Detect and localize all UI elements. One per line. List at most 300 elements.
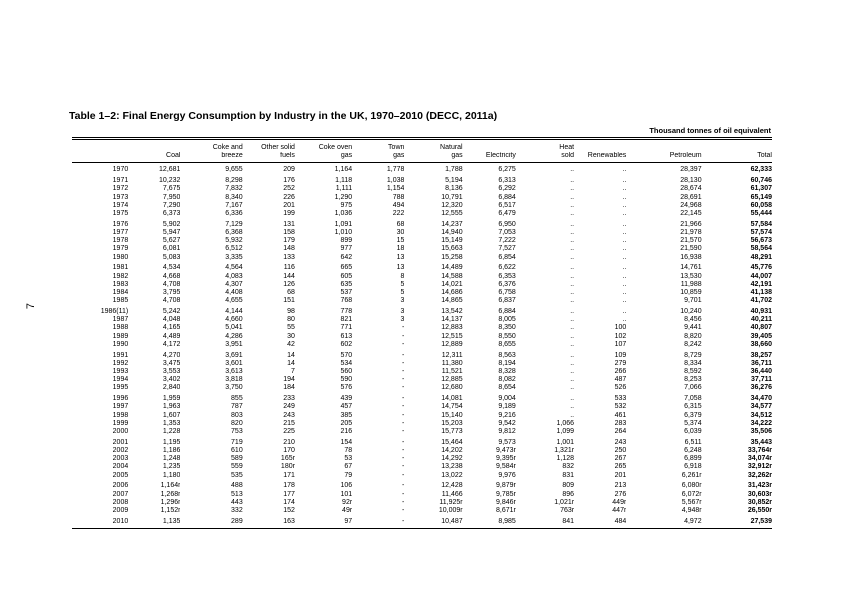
value-cell: 6,479 [498, 210, 516, 218]
value-cell: 6,918 [684, 463, 702, 471]
value-cell: 1,111 [335, 185, 353, 193]
value-cell: 177 [283, 490, 295, 498]
value-cell: 6,622 [498, 264, 516, 272]
value-cell: 8,729 [684, 351, 702, 359]
value-cell: 461 [614, 411, 627, 419]
value-cell: 1,963 [162, 403, 181, 411]
year-cell: 1979 [112, 245, 129, 253]
value-cell: 487 [614, 376, 627, 384]
year-cell: 1983 [112, 280, 129, 288]
value-cell: .. [622, 297, 627, 305]
year-cell: 1993 [112, 368, 129, 376]
year-cell: 1981 [112, 264, 129, 272]
value-cell: 176 [283, 177, 295, 185]
value-cell: 8,194 [498, 359, 516, 367]
value-cell: .. [570, 308, 575, 316]
header-cell: gas [295, 152, 352, 163]
year-cell: 1977 [112, 229, 129, 237]
value-cell: 267 [614, 455, 627, 463]
value-cell: 11,466 [441, 490, 463, 498]
year-cell: 1980 [112, 253, 129, 261]
table-row [72, 210, 772, 218]
value-cell: 488 [231, 482, 243, 490]
value-cell: 9,441 [684, 324, 702, 332]
value-cell: 1,778 [386, 166, 405, 174]
value-cell: 787 [231, 403, 243, 411]
value-cell: 9,573 [498, 438, 516, 446]
value-cell: 233 [283, 395, 295, 403]
value-cell: 6,854 [498, 253, 516, 261]
year-cell: 1971 [112, 177, 129, 185]
year-cell: 2009 [112, 507, 129, 515]
table-row [72, 507, 772, 515]
value-cell: 534 [340, 359, 353, 367]
value-cell: 8 [400, 272, 405, 280]
unit-note: Thousand tonnes of oil equivalent [649, 126, 771, 135]
value-cell: 8,253 [684, 376, 702, 384]
value-cell: 279 [614, 359, 627, 367]
value-cell: 763r [560, 507, 575, 515]
value-cell: 5,902 [162, 220, 181, 228]
header-cell [702, 139, 772, 153]
value-cell: 12,883 [441, 324, 463, 332]
value-cell: 8,340 [225, 193, 243, 201]
value-cell: 14,686 [441, 289, 463, 297]
table-row [72, 412, 772, 420]
value-cell: .. [570, 166, 575, 174]
value-cell: 27,539 [750, 517, 772, 525]
value-cell: 1,186 [162, 447, 181, 455]
value-cell: 34,222 [750, 419, 772, 427]
value-cell: .. [622, 185, 627, 193]
value-cell: 170 [283, 447, 295, 455]
value-cell: 13,542 [441, 308, 463, 316]
value-cell: 264 [614, 428, 627, 436]
value-cell: 457 [340, 403, 353, 411]
value-cell: .. [570, 280, 575, 288]
value-cell: .. [622, 264, 627, 272]
value-cell: .. [622, 193, 627, 201]
value-cell: 265 [614, 463, 627, 471]
value-cell: 44,007 [750, 272, 772, 280]
value-cell: 4,948r [681, 507, 702, 515]
value-cell: 194 [283, 376, 295, 384]
value-cell: 35,506 [750, 428, 772, 436]
value-cell: 30,603r [747, 490, 772, 498]
value-cell: 6,376 [498, 280, 516, 288]
year-cell: 1987 [112, 316, 129, 324]
value-cell: 12,885 [441, 376, 463, 384]
value-cell: 16,938 [680, 253, 702, 261]
year-cell: 2001 [112, 438, 129, 446]
value-cell: .. [570, 229, 575, 237]
value-cell: 9,542 [498, 419, 516, 427]
value-cell: 36,440 [750, 368, 772, 376]
table-row [72, 420, 772, 428]
table-row [72, 368, 772, 376]
value-cell: 6,379 [684, 411, 702, 419]
value-cell: 5 [400, 289, 405, 297]
value-cell: 6,368 [225, 229, 243, 237]
value-cell: 3,601 [225, 359, 243, 367]
value-cell: 4,708 [162, 280, 181, 288]
value-cell: 7,053 [498, 229, 516, 237]
value-cell: 201 [283, 201, 295, 209]
table-row [72, 455, 772, 463]
value-cell: 49r [342, 507, 353, 515]
value-cell: 5,242 [162, 308, 181, 316]
value-cell: 1,118 [335, 177, 353, 185]
value-cell: 109 [614, 351, 627, 359]
value-cell: 778 [340, 308, 353, 316]
value-cell: 14,202 [441, 447, 463, 455]
value-cell: .. [622, 237, 627, 245]
value-cell: 78 [344, 447, 353, 455]
value-cell: .. [622, 272, 627, 280]
value-cell: 1,959 [162, 395, 181, 403]
value-cell: 753 [231, 428, 243, 436]
value-cell: - [402, 517, 405, 525]
value-cell: 14,081 [441, 395, 463, 403]
value-cell: 133 [283, 253, 295, 261]
value-cell: - [402, 455, 405, 463]
year-cell: 1984 [112, 289, 129, 297]
value-cell: 1,128 [556, 455, 575, 463]
value-cell: .. [570, 403, 575, 411]
value-cell: 45,776 [750, 264, 772, 272]
value-cell: 34,074r [747, 455, 772, 463]
year-cell: 2007 [112, 490, 129, 498]
value-cell: 5,083 [162, 253, 181, 261]
value-cell: 39,405 [750, 332, 772, 340]
value-cell: 8,456 [684, 316, 702, 324]
value-cell: 1,036 [334, 210, 353, 218]
value-cell: 26,550r [747, 507, 772, 515]
value-cell: 28,130 [680, 177, 702, 185]
header-cell: fuels [243, 152, 295, 163]
value-cell: 8,655 [498, 340, 516, 348]
value-cell: 832 [562, 463, 575, 471]
value-cell: 2,840 [162, 384, 181, 392]
value-cell: 975 [340, 201, 353, 209]
value-cell: 97 [344, 517, 353, 525]
value-cell: 719 [231, 438, 243, 446]
header-cell: Other solid [261, 144, 295, 151]
value-cell: .. [622, 280, 627, 288]
value-cell: 40,931 [750, 308, 772, 316]
value-cell: 3,750 [225, 384, 243, 392]
value-cell: 7,290 [162, 201, 181, 209]
value-cell: 9,473r [495, 447, 516, 455]
value-cell: 855 [231, 395, 243, 403]
value-cell: - [402, 332, 405, 340]
value-cell: 3 [400, 297, 405, 305]
value-cell: 10,859 [680, 289, 702, 297]
year-cell: 1994 [112, 376, 129, 384]
year-cell: 1972 [112, 185, 129, 193]
value-cell: 533 [614, 395, 627, 403]
table-row [72, 480, 772, 491]
table-row [72, 254, 772, 262]
value-cell: 30,852r [747, 498, 772, 506]
value-cell: 484 [614, 517, 627, 525]
value-cell: - [402, 376, 405, 384]
year-cell: 1982 [112, 272, 129, 280]
value-cell: 102 [614, 332, 627, 340]
table-row [72, 463, 772, 471]
value-cell: 13,022 [441, 471, 463, 479]
value-cell: 5,374 [684, 419, 702, 427]
value-cell: 10,232 [159, 177, 181, 185]
value-cell: 1,010 [334, 229, 353, 237]
value-cell: - [402, 498, 405, 506]
value-cell: 7,066 [684, 384, 702, 392]
value-cell: 12,681 [159, 166, 181, 174]
value-cell: 1,268r [160, 490, 181, 498]
value-cell: 12,311 [441, 351, 463, 359]
value-cell: 28,397 [680, 166, 702, 174]
value-cell: 899 [340, 237, 353, 245]
value-cell: 6,261r [681, 471, 702, 479]
header-cell: Coal [128, 152, 180, 163]
value-cell: 4,660 [225, 316, 243, 324]
value-cell: 178 [283, 482, 295, 490]
value-cell: 831 [562, 471, 575, 479]
value-cell: 771 [340, 324, 353, 332]
value-cell: .. [570, 340, 575, 348]
value-cell: 34,470 [750, 395, 772, 403]
header-cell [626, 139, 701, 153]
table-row [72, 237, 772, 245]
value-cell: 1,091 [334, 220, 353, 228]
value-cell: 6,080r [681, 482, 702, 490]
value-cell: 635 [340, 280, 353, 288]
value-cell: .. [570, 201, 575, 209]
value-cell: 3,691 [225, 351, 243, 359]
table-row [72, 281, 772, 289]
value-cell: 79 [344, 471, 353, 479]
table-row [72, 499, 772, 507]
value-cell: 1,228 [162, 428, 181, 436]
value-cell: 60,058 [750, 201, 772, 209]
value-cell: 116 [283, 264, 295, 272]
value-cell: 32,262r [747, 471, 772, 479]
value-cell: 48,291 [750, 253, 772, 261]
value-cell: 7,527 [498, 245, 516, 253]
value-cell: .. [622, 201, 627, 209]
value-cell: 252 [283, 185, 295, 193]
value-cell: 3 [400, 316, 405, 324]
value-cell: 131 [283, 220, 295, 228]
value-cell: 1,607 [162, 411, 181, 419]
value-cell: 36,711 [750, 359, 772, 367]
table-row [72, 218, 772, 229]
value-cell: 11,380 [441, 359, 463, 367]
value-cell: 12,889 [441, 340, 463, 348]
value-cell: 53 [344, 455, 353, 463]
value-cell: 8,563 [498, 351, 516, 359]
value-cell: 41,138 [750, 289, 772, 297]
value-cell: 38,660 [750, 340, 772, 348]
value-cell: 6,275 [498, 166, 516, 174]
value-cell: 10,487 [441, 517, 463, 525]
value-cell: .. [570, 289, 575, 297]
header-cell [72, 139, 128, 153]
value-cell: 174 [283, 498, 295, 506]
header-cell: gas [404, 152, 462, 163]
value-cell: .. [570, 185, 575, 193]
value-cell: 4,972 [684, 517, 702, 525]
value-cell: 9,701 [684, 297, 702, 305]
value-cell: 6,899 [684, 455, 702, 463]
value-cell: .. [570, 316, 575, 324]
value-cell: 1,248 [162, 455, 181, 463]
value-cell: 449r [612, 498, 627, 506]
value-cell: 4,708 [162, 297, 181, 305]
header-cell: gas [352, 152, 404, 163]
table-row [72, 472, 772, 480]
value-cell: 8,242 [684, 340, 702, 348]
value-cell: 5,627 [162, 237, 181, 245]
value-cell: 642 [340, 253, 353, 261]
header-cell: Petroleum [626, 152, 701, 163]
value-cell: 443 [231, 498, 243, 506]
header-cell: Town [388, 144, 405, 151]
value-cell: 80 [287, 316, 295, 324]
value-cell: 34,577 [750, 403, 772, 411]
value-cell: 209 [283, 166, 295, 174]
value-cell: 106 [340, 482, 353, 490]
value-cell: 439 [340, 395, 353, 403]
value-cell: 14,137 [441, 316, 463, 324]
value-cell: 605 [340, 272, 353, 280]
value-cell: 158 [283, 229, 295, 237]
value-cell: 12,428 [441, 482, 463, 490]
value-cell: 21,570 [680, 237, 702, 245]
value-cell: 1,154 [386, 185, 405, 193]
value-cell: 7,058 [684, 395, 702, 403]
value-cell: 9,655 [225, 166, 243, 174]
value-cell: 10,791 [441, 193, 463, 201]
value-cell: 42,191 [750, 280, 772, 288]
table-title: Table 1–2: Final Energy Consumption by Industry in the UK, 1970–2010 (DECC, 2011a) [69, 110, 498, 122]
value-cell: .. [570, 351, 575, 359]
year-cell: 2004 [112, 463, 129, 471]
value-cell: 14,940 [441, 229, 463, 237]
year-cell: 2010 [112, 517, 129, 525]
value-cell: 9,395r [495, 455, 516, 463]
table-row [72, 289, 772, 297]
value-cell: - [402, 351, 405, 359]
value-cell: 602 [340, 340, 353, 348]
value-cell: 977 [340, 245, 353, 253]
value-cell: 37,711 [750, 376, 772, 384]
value-cell: 92r [342, 498, 353, 506]
value-cell: 40,211 [750, 316, 772, 324]
table-body [72, 163, 772, 529]
value-cell: 4,408 [225, 289, 243, 297]
value-cell: 6,511 [684, 438, 702, 446]
table-row [72, 393, 772, 404]
value-cell: 8,654 [498, 384, 516, 392]
value-cell: 7 [291, 368, 295, 376]
value-cell: 216 [340, 428, 353, 436]
year-cell: 2003 [112, 455, 129, 463]
value-cell: 3,795 [162, 289, 181, 297]
table-row [72, 428, 772, 436]
value-cell: 13,530 [680, 272, 702, 280]
value-cell: 15,464 [441, 438, 463, 446]
value-cell: 38,257 [750, 351, 772, 359]
value-cell: 1,001 [556, 438, 575, 446]
value-cell: 249 [283, 403, 295, 411]
value-cell: .. [622, 220, 627, 228]
value-cell: 250 [614, 447, 627, 455]
header-cell: Electricity [463, 152, 516, 163]
value-cell: 8,005 [498, 316, 516, 324]
value-cell: 6,313 [498, 177, 516, 185]
header-cell: Renewables [574, 152, 626, 163]
value-cell: 803 [231, 411, 243, 419]
value-cell: 199 [283, 210, 295, 218]
value-cell: - [402, 471, 405, 479]
value-cell: 152 [283, 507, 295, 515]
value-cell: 213 [614, 482, 627, 490]
table-row [72, 403, 772, 411]
value-cell: 7,832 [225, 185, 243, 193]
value-cell: 9,846r [495, 498, 516, 506]
value-cell: 6,517 [498, 201, 516, 209]
value-cell: 4,144 [225, 308, 243, 316]
value-cell: 3,335 [225, 253, 243, 261]
value-cell: 447r [612, 507, 627, 515]
value-cell: 532 [614, 403, 627, 411]
value-cell: 1,164r [160, 482, 181, 490]
value-cell: 1,235 [162, 463, 181, 471]
value-cell: - [402, 403, 405, 411]
value-cell: 6,081 [162, 245, 181, 253]
table-row [72, 376, 772, 384]
value-cell: - [402, 482, 405, 490]
value-cell: 1,135 [162, 517, 181, 525]
table-row [72, 333, 772, 341]
value-cell: 215 [283, 419, 295, 427]
header-cell: sold [516, 152, 574, 163]
value-cell: 243 [283, 411, 295, 419]
table-row [72, 305, 772, 316]
value-cell: 809 [562, 482, 575, 490]
value-cell: 14 [287, 351, 295, 359]
value-cell: 15,773 [441, 428, 463, 436]
value-cell: - [402, 447, 405, 455]
year-cell: 1999 [112, 419, 129, 427]
value-cell: 5,041 [225, 324, 243, 332]
value-cell: 9,812 [498, 428, 516, 436]
value-cell: 126 [283, 280, 295, 288]
value-cell: 8,334 [684, 359, 702, 367]
value-cell: - [402, 490, 405, 498]
value-cell: 36,276 [750, 384, 772, 392]
header-cell [574, 139, 626, 153]
value-cell: 210 [283, 438, 295, 446]
value-cell: 101 [340, 490, 353, 498]
value-cell: 14,754 [441, 403, 463, 411]
table-row [72, 163, 772, 175]
value-cell: 494 [392, 201, 405, 209]
value-cell: 276 [614, 490, 627, 498]
value-cell: 14,865 [441, 297, 463, 305]
value-cell: 42 [287, 340, 295, 348]
